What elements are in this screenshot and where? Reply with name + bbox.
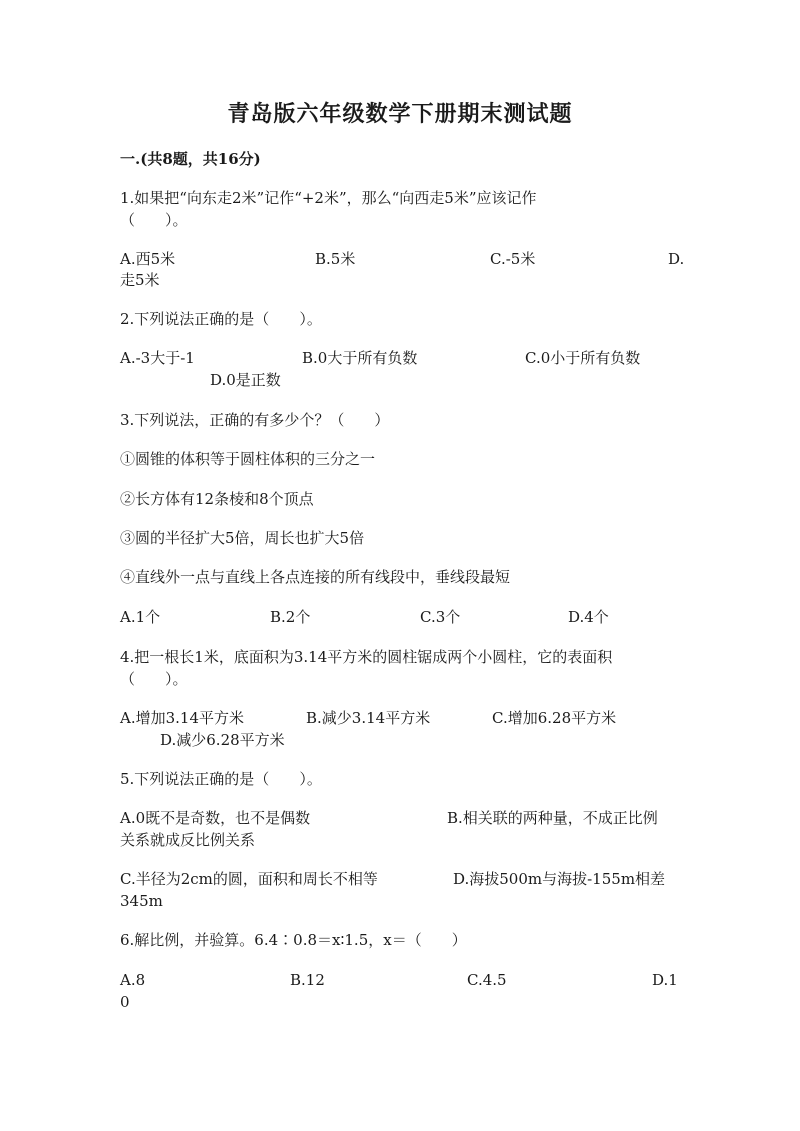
question-3-statement-1: ①圆锥的体积等于圆柱体积的三分之一 bbox=[120, 450, 376, 468]
question-4-option-a[interactable]: A.增加3.14平方米 bbox=[120, 709, 244, 727]
question-1-stem: 1.如果把“向东走2米”记作“+2米”，那么“向西走5米”应该记作 bbox=[120, 189, 537, 207]
question-5-stem: 5.下列说法正确的是（ ）。 bbox=[120, 770, 322, 788]
question-3-statement-2: ②长方体有12条棱和8个顶点 bbox=[120, 490, 314, 508]
question-2-option-c[interactable]: C.0小于所有负数 bbox=[525, 349, 641, 367]
question-4-option-d[interactable]: D.减少6.28平方米 bbox=[160, 731, 285, 749]
question-5-option-a[interactable]: A.0既不是奇数，也不是偶数 bbox=[120, 809, 311, 827]
question-5-option-c[interactable]: C.半径为2cm的圆，面积和周长不相等 bbox=[120, 870, 378, 888]
question-6-stem: 6.解比例，并验算。6.4∶0.8＝x∶1.5，x＝（ ） bbox=[120, 931, 467, 949]
question-2-option-d[interactable]: D.0是正数 bbox=[210, 371, 281, 389]
question-2-stem: 2.下列说法正确的是（ ）。 bbox=[120, 310, 322, 328]
question-6-option-d-continued[interactable]: 0 bbox=[120, 993, 130, 1011]
question-3-option-a[interactable]: A.1个 bbox=[120, 608, 161, 626]
question-6-option-c[interactable]: C.4.5 bbox=[467, 971, 507, 989]
question-3-stem: 3.下列说法，正确的有多少个？（ ） bbox=[120, 411, 390, 429]
question-1-option-b[interactable]: B.5米 bbox=[315, 250, 356, 268]
question-1-option-d[interactable]: D. bbox=[668, 250, 685, 268]
question-3-option-b[interactable]: B.2个 bbox=[270, 608, 311, 626]
question-5-option-b-continued[interactable]: 关系就成反比例关系 bbox=[120, 831, 256, 849]
question-6-option-d[interactable]: D.1 bbox=[652, 971, 678, 989]
question-3-option-d[interactable]: D.4个 bbox=[568, 608, 609, 626]
page-title: 青岛版六年级数学下册期末测试题 bbox=[227, 101, 573, 127]
question-5-option-b[interactable]: B.相关联的两种量，不成正比例 bbox=[447, 809, 658, 827]
question-6-option-a[interactable]: A.8 bbox=[120, 971, 146, 989]
question-4-option-c[interactable]: C.增加6.28平方米 bbox=[492, 709, 617, 727]
question-5-option-d-continued[interactable]: 345m bbox=[120, 892, 163, 910]
question-1-option-d-continued[interactable]: 走5米 bbox=[120, 271, 160, 289]
question-2-option-b[interactable]: B.0大于所有负数 bbox=[302, 349, 418, 367]
question-5-option-d[interactable]: D.海拔500m与海拔-155m相差 bbox=[453, 870, 666, 888]
question-4-option-b[interactable]: B.减少3.14平方米 bbox=[306, 709, 431, 727]
question-1-option-c[interactable]: C.-5米 bbox=[490, 250, 536, 268]
question-2-option-a[interactable]: A.-3大于-1 bbox=[120, 349, 195, 367]
question-4-stem-continued: （ ）。 bbox=[120, 670, 188, 688]
question-4-stem: 4.把一根长1米，底面积为3.14平方米的圆柱锯成两个小圆柱，它的表面积 bbox=[120, 648, 613, 666]
question-3-option-c[interactable]: C.3个 bbox=[420, 608, 461, 626]
question-3-statement-4: ④直线外一点与直线上各点连接的所有线段中，垂线段最短 bbox=[120, 568, 511, 586]
section-heading: 一.(共8题，共16分) bbox=[120, 150, 261, 168]
question-1-option-a[interactable]: A.西5米 bbox=[120, 250, 176, 268]
question-6-option-b[interactable]: B.12 bbox=[290, 971, 325, 989]
question-1-stem-continued: （ ）。 bbox=[120, 211, 188, 229]
question-3-statement-3: ③圆的半径扩大5倍，周长也扩大5倍 bbox=[120, 529, 365, 547]
